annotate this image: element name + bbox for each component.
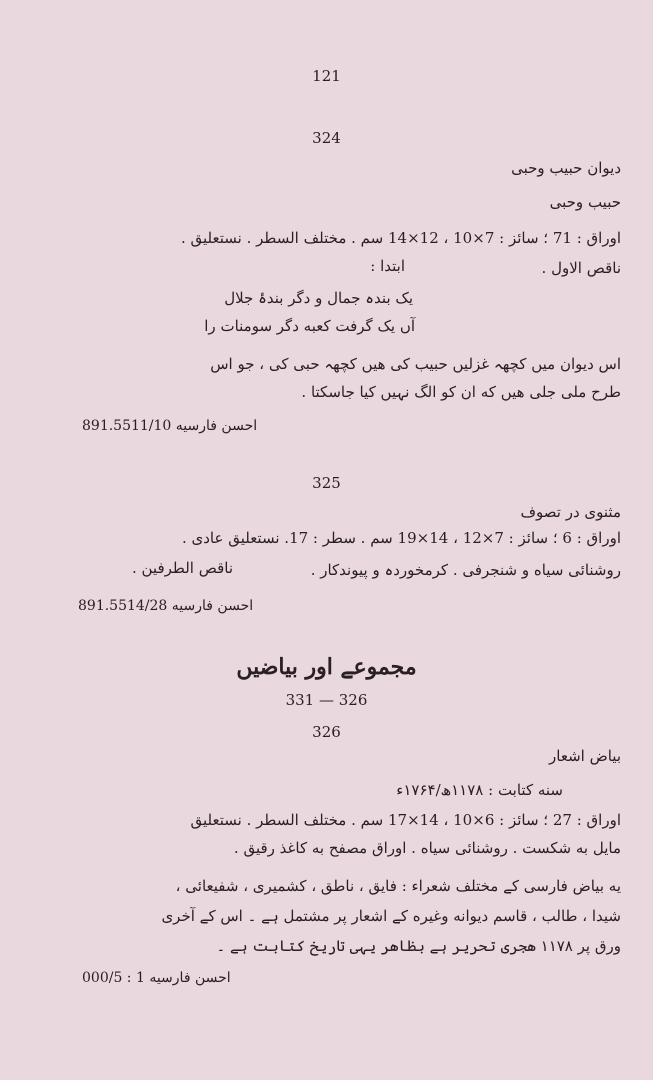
entry-author-324: حبیب وحبی [549,193,621,211]
catalog-number-325: 891.5514/28 احسن فارسیه [78,598,254,614]
entry-opening-label-324: ابتدا : [370,257,405,275]
entry-description-324-line1: اس دیوان میں کچھہ غزلیں حبیب کی هیں کچھہ حبی کی ، جو اس [210,355,621,373]
section-heading: مجموعے اور بیاضیں [236,654,417,680]
entry-description-326-line1: یه بیاض فارسی کے مختلف شعراء : فایق ، ناطق ، کشمیری ، شفیعائی ، [175,877,621,895]
entry-note-325: ناقص الطرفین . [131,559,233,577]
entry-details-326: اوراق : 27 ؛ سائز : 6×10 ، 14×17 سم . مختلف السطر . نستعلیق [190,811,621,829]
catalog-number-324: 891.5511/10 احسن فارسیه [82,418,258,434]
entry-number-324: 324 [312,129,341,147]
entry-details-325: اوراق : 6 ؛ سائز : 7×12 ، 14×19 سم . سطر : 17. نستعلیق عادی . [181,529,621,547]
entry-description-326-line3: ورق پر ۱۱۷۸ هجری تحریر ہے بظاهر یہی تاریخ کتابت ہے ۔ [216,937,621,955]
page-number: 121 [312,67,341,85]
entry-description-326-line2: شیدا ، طالب ، قاسم دیوانه وغیره کے اشعار پر مشتمل ہے ۔ اس کے آخری [161,907,621,925]
entry-note-324: ناقص الاول . [541,259,621,277]
entry-number-326: 326 [312,723,341,741]
section-range: 331 — 326 [285,691,368,709]
entry-material-326: مایل به شکست . روشنائی سیاه . اوراق مصفح به کاغذ رقیق . [233,839,621,857]
catalog-number-326: 000/5 : 1 احسن فارسیه [82,970,231,986]
entry-description-324-line2: طرح ملی جلی هیں که ان کو الگ نہیں کیا جاسکتا . [301,383,621,401]
entry-details-324: اوراق : 71 ؛ سائز : 7×10 ، 12×14 سم . مختلف السطر . نستعلیق . [180,229,621,247]
verse-line-2: آں یک گرفت کعبه دگر سومنات را [204,317,415,335]
entry-material-325: روشنائی سیاه و شنجرفی . کرمخوردہ و پیوندکار . [310,561,621,579]
verse-line-1: یک بندہ جمال و دگر بندۂ جلال [224,289,413,307]
entry-number-325: 325 [312,474,341,492]
entry-title-324: دیوان حبیب وحبی [511,159,621,177]
entry-title-325: مثنوی در تصوف [520,503,621,521]
entry-title-326: بیاض اشعار [549,747,621,765]
entry-date-326: سنه کتابت : ۱۱۷۸ھ/۱۷۶۴ء [396,781,563,799]
